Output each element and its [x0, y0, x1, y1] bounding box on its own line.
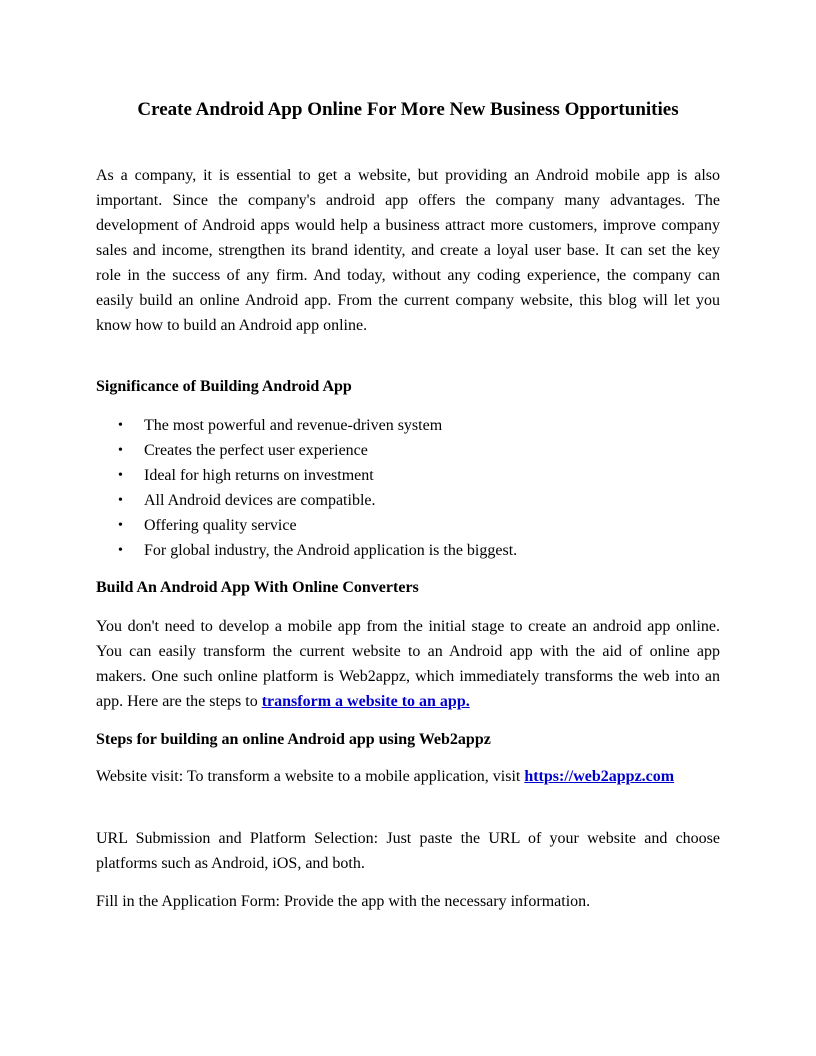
converters-paragraph-text: You don't need to develop a mobile app from the initial stage to create an android app online. You can easily transform the current website to an Android app with the aid of online app makers. One such online platform is Web2appz, which immediately transforms the web into an app. Here are the steps to [96, 618, 720, 710]
list-item-text: Offering quality service [144, 517, 297, 534]
section-heading-online-converters: Build An Android App With Online Converters [96, 579, 419, 596]
list-item [96, 463, 720, 488]
converters-paragraph [96, 614, 720, 714]
section-heading-steps: Steps for building an online Android app using Web2appz [96, 731, 491, 748]
list-item [96, 413, 720, 438]
web2appz-url-link[interactable]: https://web2appz.com [524, 768, 675, 785]
document-title: Create Android App Online For More New Business Opportunities [137, 99, 679, 120]
list-item-text: For global industry, the Android application is the biggest. [144, 542, 518, 559]
list-item-text: The most powerful and revenue-driven system [144, 417, 443, 434]
transform-website-link[interactable]: transform a website to an app. [261, 693, 470, 710]
bullet-icon: • [118, 468, 123, 483]
list-item-text: All Android devices are compatible. [144, 492, 376, 509]
list-item [96, 513, 720, 538]
section-heading-significance: Significance of Building Android App [96, 378, 352, 395]
bullet-icon: • [118, 543, 123, 558]
step-website-visit [96, 764, 720, 789]
bullet-icon: • [118, 443, 123, 458]
step-website-visit-text: Website visit: To transform a website to a mobile application, visit [96, 768, 525, 785]
list-item-text: Creates the perfect user experience [144, 442, 368, 459]
list-item [96, 438, 720, 463]
step-url-submission: URL Submission and Platform Selection: Just paste the URL of your website and choose platforms such as Android, iOS, and both. [96, 830, 720, 872]
bullet-icon: • [118, 493, 123, 508]
step-application-form: Fill in the Application Form: Provide the app with the necessary information. [96, 893, 591, 910]
intro-paragraph: As a company, it is essential to get a website, but providing an Android mobile app is also important. Since the company's android app offers the company many advantages. The development of Android apps would help a business attract more customers, improve company sales and income, strengthen its brand identity, and create a loyal user base. It can set the key role in the success of any firm. And today, without any coding experience, the company can easily build an online Android app. From the current company website, this blog will let you know how to build an Android app online. [96, 167, 720, 334]
list-item-text: Ideal for high returns on investment [144, 467, 374, 484]
significance-bullet-list [96, 413, 720, 563]
list-item [96, 538, 720, 563]
bullet-icon: • [118, 418, 123, 433]
list-item [96, 488, 720, 513]
bullet-icon: • [118, 518, 123, 533]
